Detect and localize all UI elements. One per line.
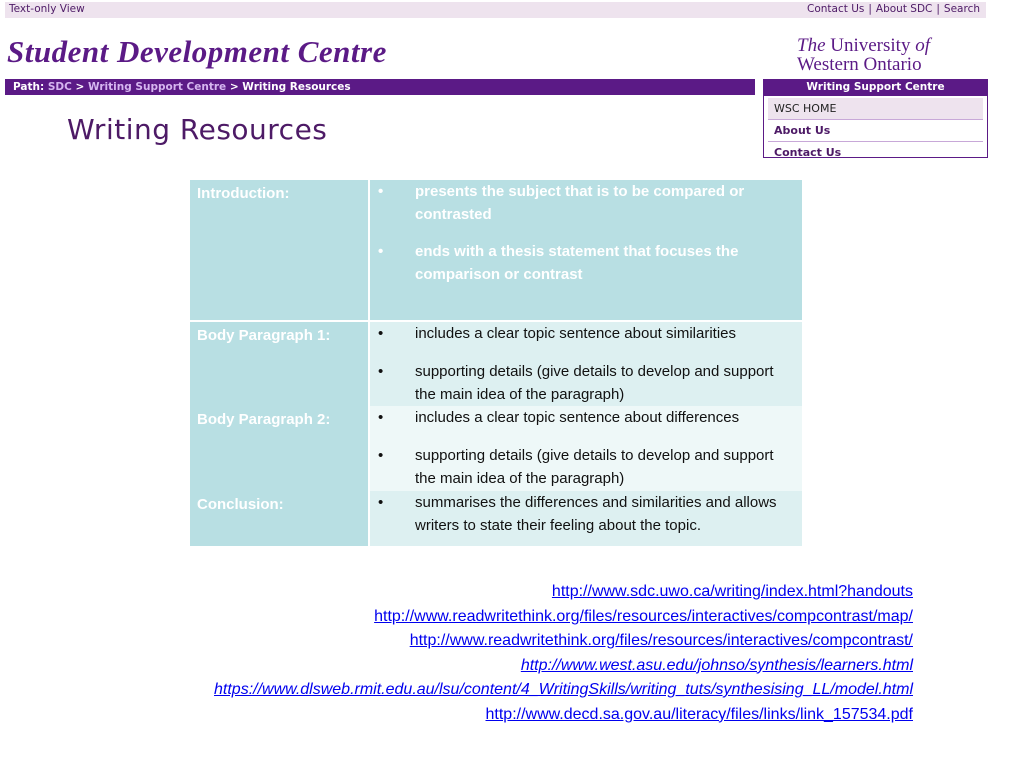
table-row: [190, 406, 802, 491]
logo-university: University: [830, 35, 911, 56]
utility-links: [807, 3, 980, 15]
breadcrumb-wsc-link[interactable]: Writing Support Centre: [87, 81, 227, 93]
list-item: • includes a clear topic sentence about differences: [370, 406, 792, 429]
side-nav-item-wsc-home[interactable]: WSC HOME: [768, 98, 983, 120]
text-only-view-link[interactable]: Text-only View: [9, 3, 85, 15]
breadcrumb-separator: >: [75, 81, 85, 93]
breadcrumb-current: Writing Resources: [242, 81, 351, 93]
contact-us-link[interactable]: Contact Us: [807, 3, 865, 15]
university-logo[interactable]: [797, 36, 930, 74]
side-nav: [763, 79, 988, 158]
site-title[interactable]: Student Development Centre: [7, 34, 387, 69]
resource-link[interactable]: http://www.readwritethink.org/files/resources/interactives/compcontrast/: [409, 632, 913, 649]
logo-western-ontario: Western Ontario: [797, 54, 922, 75]
resource-link[interactable]: https://www.dlsweb.rmit.edu.au/lsu/content/4_WritingSkills/writing_tuts/synthesising_LL/model.html: [214, 681, 913, 698]
row-content: [369, 406, 802, 491]
about-sdc-link[interactable]: About SDC: [875, 3, 933, 15]
row-content: [369, 491, 802, 546]
logo-the: The: [797, 35, 826, 56]
side-nav-item-about-us[interactable]: About Us: [768, 120, 983, 142]
list-item: • presents the subject that is to be compared or contrasted: [370, 180, 792, 226]
separator: |: [936, 3, 940, 15]
page-title: Writing Resources: [67, 113, 328, 146]
table-row: [190, 180, 802, 321]
breadcrumb-sdc-link[interactable]: SDC: [47, 81, 72, 93]
resource-link[interactable]: http://www.west.asu.edu/johnso/synthesis/learners.html: [520, 656, 913, 674]
separator: |: [868, 3, 872, 15]
list-item: • supporting details (give details to develop and support the main idea of the paragraph): [370, 444, 792, 490]
list-item: • supporting details (give details to develop and support the main idea of the paragraph): [370, 360, 792, 406]
table-row: [190, 491, 802, 546]
search-link[interactable]: Search: [943, 3, 980, 15]
utility-bar: [5, 2, 986, 18]
row-content: [369, 180, 802, 321]
list-item: • ends with a thesis statement that focuses the comparison or contrast: [370, 240, 792, 286]
breadcrumb-prefix: Path:: [13, 81, 45, 93]
resource-links: [214, 580, 913, 727]
table-row: [190, 321, 802, 406]
breadcrumb: [5, 79, 755, 95]
breadcrumb-separator: >: [229, 81, 239, 93]
row-label: Introduction:: [190, 180, 369, 321]
resource-link[interactable]: http://www.decd.sa.gov.au/literacy/files/links/link_157534.pdf: [485, 705, 913, 723]
logo-of: of: [915, 35, 930, 56]
resource-link[interactable]: http://www.readwritethink.org/files/resources/interactives/compcontrast/map/: [374, 607, 913, 625]
side-nav-item-contact-us[interactable]: Contact Us: [768, 142, 983, 158]
row-label: Body Paragraph 1:: [190, 321, 369, 406]
essay-outline-table: [190, 180, 802, 546]
list-item: • summarises the differences and similarities and allows writers to state their feeling about the topic.: [370, 491, 792, 537]
resource-link[interactable]: http://www.sdc.uwo.ca/writing/index.html?handouts: [551, 583, 913, 600]
row-label: Conclusion:: [190, 491, 369, 546]
row-content: [369, 321, 802, 406]
row-label: Body Paragraph 2:: [190, 406, 369, 491]
list-item: • includes a clear topic sentence about similarities: [370, 322, 792, 345]
side-nav-heading: Writing Support Centre: [764, 79, 987, 96]
